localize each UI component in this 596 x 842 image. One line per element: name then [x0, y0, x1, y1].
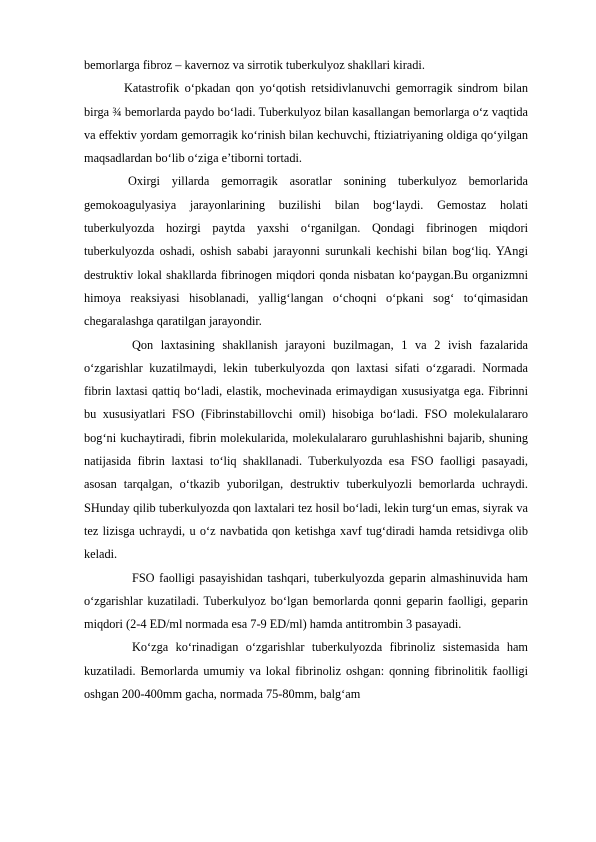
document-body: [84, 54, 528, 706]
paragraph-5: FSO faolligi pasayishidan tashqari, tuberkulyozda geparin almashinuvida ham o‘zgarishlar kuzatiladi. Tuberkulyoz bo‘lgan bemorlarda qonni geparin faolligi, geparin miqdori (2-4 ED/ml normada esa 7-9 ED/ml) hamda antitrombin 3 pasayadi.: [84, 570, 528, 632]
paragraph-3: Oxirgi yillarda gemorragik asoratlar sonining tuberkulyoz bemorlarida gemokoagulyasiya jarayonlarining buzilishi bilan bog‘laydi. Gemostaz holati tuberkulyozda hozirgi paytda yaxshi o‘rganilgan. Qondagi fibrinogen miqdori tuberkulyozda oshadi, oshish sababi jarayonni surunkali kechishi bilan bog‘liq. YAngi destruktiv lokal shakllarda fibrinogen miqdori qonda nisbatan ko‘paygan.Bu organizmni himoya reaksiyasi hisoblanadi, yallig‘langan o‘choqni o‘pkani sog‘ to‘qimasidan chegaralashga qaratilgan jarayondir.: [84, 174, 528, 329]
paragraph-1: bemorlarga fibroz – kavernoz va sirrotik tuberkulyoz shakllari kiradi.: [84, 58, 425, 72]
paragraph-2: Katastrofik o‘pkadan qon yo‘qotish retsidivlanuvchi gemorragik sindrom bilan birga ¾ bemorlarda paydo bo‘ladi. Tuberkulyoz bilan kasallangan bemorlarga o‘z vaqtida va effektiv yordam gemorragik ko‘rinish bilan kechuvchi, ftiziatriyaning oldiga qo‘yilgan maqsadlardan bo‘lib o‘ziga e’tiborni tortadi.: [84, 81, 528, 166]
paragraph-6: Ko‘zga ko‘rinadigan o‘zgarishlar tuberkulyozda fibrinoliz sistemasida ham kuzatiladi. Bemorlarda umumiy va lokal fibrinoliz oshgan: qonning fibrinolitik faolligi oshgan 200-400mm gacha, normada 75-80mm, balg‘am: [84, 640, 528, 702]
paragraph-4: Qon laxtasining shakllanish jarayoni buzilmagan, 1 va 2 ivish fazalarida o‘zgarishlar kuzatilmaydi, lekin tuberkulyozda qon laxtasi sifati o‘zgaradi. Normada fibrin laxtasi qattiq bo‘ladi, elastik, mochevinada erimaydigan xususiyatga ega. Fibrinni bu xususiyatlari FSO (Fibrinstabillovchi omil) hisobiga bo‘ladi. FSO molekulalararo bog‘ni kuchaytiradi, fibrin molekularida, molekulalararo guruhlashishni bajarib, shuning natijasida fibrin laxtasi to‘liq shakllanadi. Tuberkulyozda esa FSO faolligi pasayadi, asosan tarqalgan, o‘tkazib yuborilgan, destruktiv tuberkulyozli bemorlarda uchraydi. SHunday qilib tuberkulyozda qon laxtalari tez hosil bo‘ladi, lekin turg‘un emas, siyrak va tez lizisga uchraydi, u o‘z navbatida qon ketishga xavf tug‘diradi hamda retsidivga olib keladi.: [84, 337, 528, 562]
